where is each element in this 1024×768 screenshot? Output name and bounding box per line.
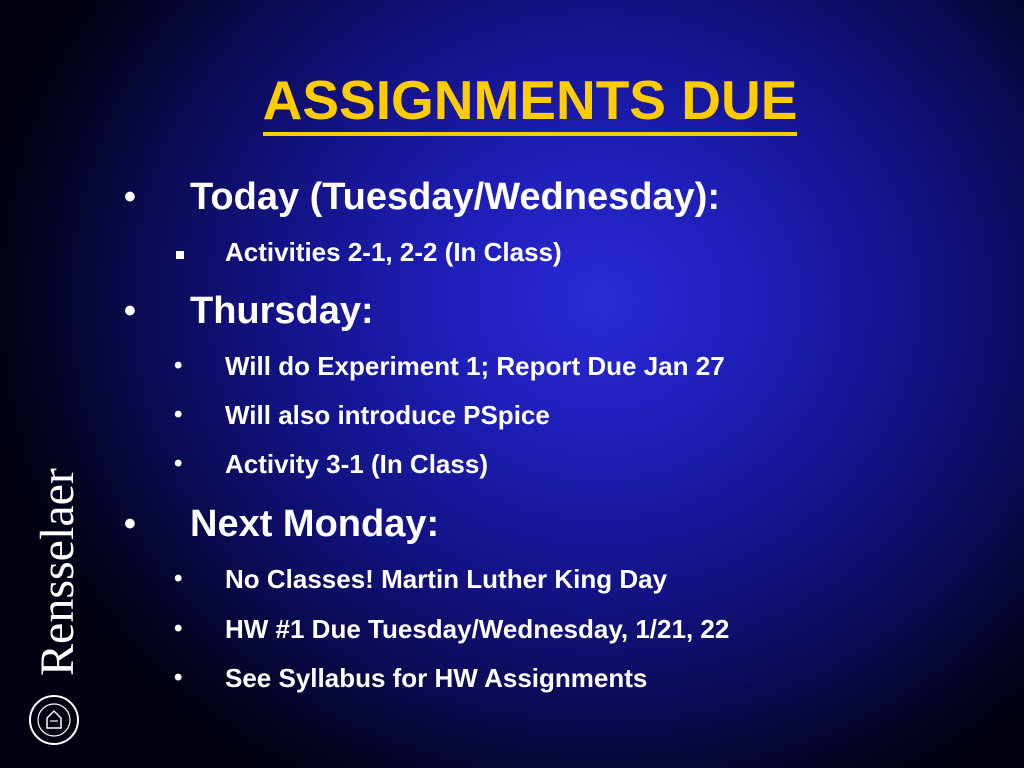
bullet-item-label: Thursday: <box>190 290 374 332</box>
slide-title-text: ASSIGNMENTS DUE <box>263 68 798 136</box>
sub-item-label: HW #1 Due Tuesday/Wednesday, 1/21, 22 <box>225 614 730 644</box>
sub-item-label: Will also introduce PSpice <box>225 400 550 430</box>
rensselaer-logo <box>26 458 84 748</box>
logo-wordmark: Rensselaer <box>31 468 84 676</box>
bullet-dot-icon: • <box>174 401 183 428</box>
slide-title <box>0 68 1024 136</box>
bullet-dot-icon: • <box>174 615 183 642</box>
bullet-dot-icon: • <box>124 178 136 216</box>
bullet-dot-icon: • <box>174 450 183 477</box>
bullet-dot-icon: • <box>124 505 136 543</box>
bullet-item-label: Today (Tuesday/Wednesday): <box>190 176 720 218</box>
sub-item-label: Activity 3-1 (In Class) <box>225 449 488 479</box>
bullet-dot-icon: • <box>124 292 136 330</box>
sub-item-label: No Classes! Martin Luther King Day <box>225 564 668 594</box>
square-bullet-icon <box>176 236 184 268</box>
seal-icon <box>30 696 78 744</box>
bullet-dot-icon: • <box>174 664 183 691</box>
bullet-dot-icon: • <box>174 565 183 592</box>
bullet-dot-icon: • <box>174 352 183 379</box>
sub-item-label: Will do Experiment 1; Report Due Jan 27 <box>225 351 725 381</box>
sub-item-label: See Syllabus for HW Assignments <box>225 663 648 693</box>
bullet-item-label: Next Monday: <box>190 503 440 545</box>
sub-item-label: Activities 2-1, 2-2 (In Class) <box>225 237 562 267</box>
